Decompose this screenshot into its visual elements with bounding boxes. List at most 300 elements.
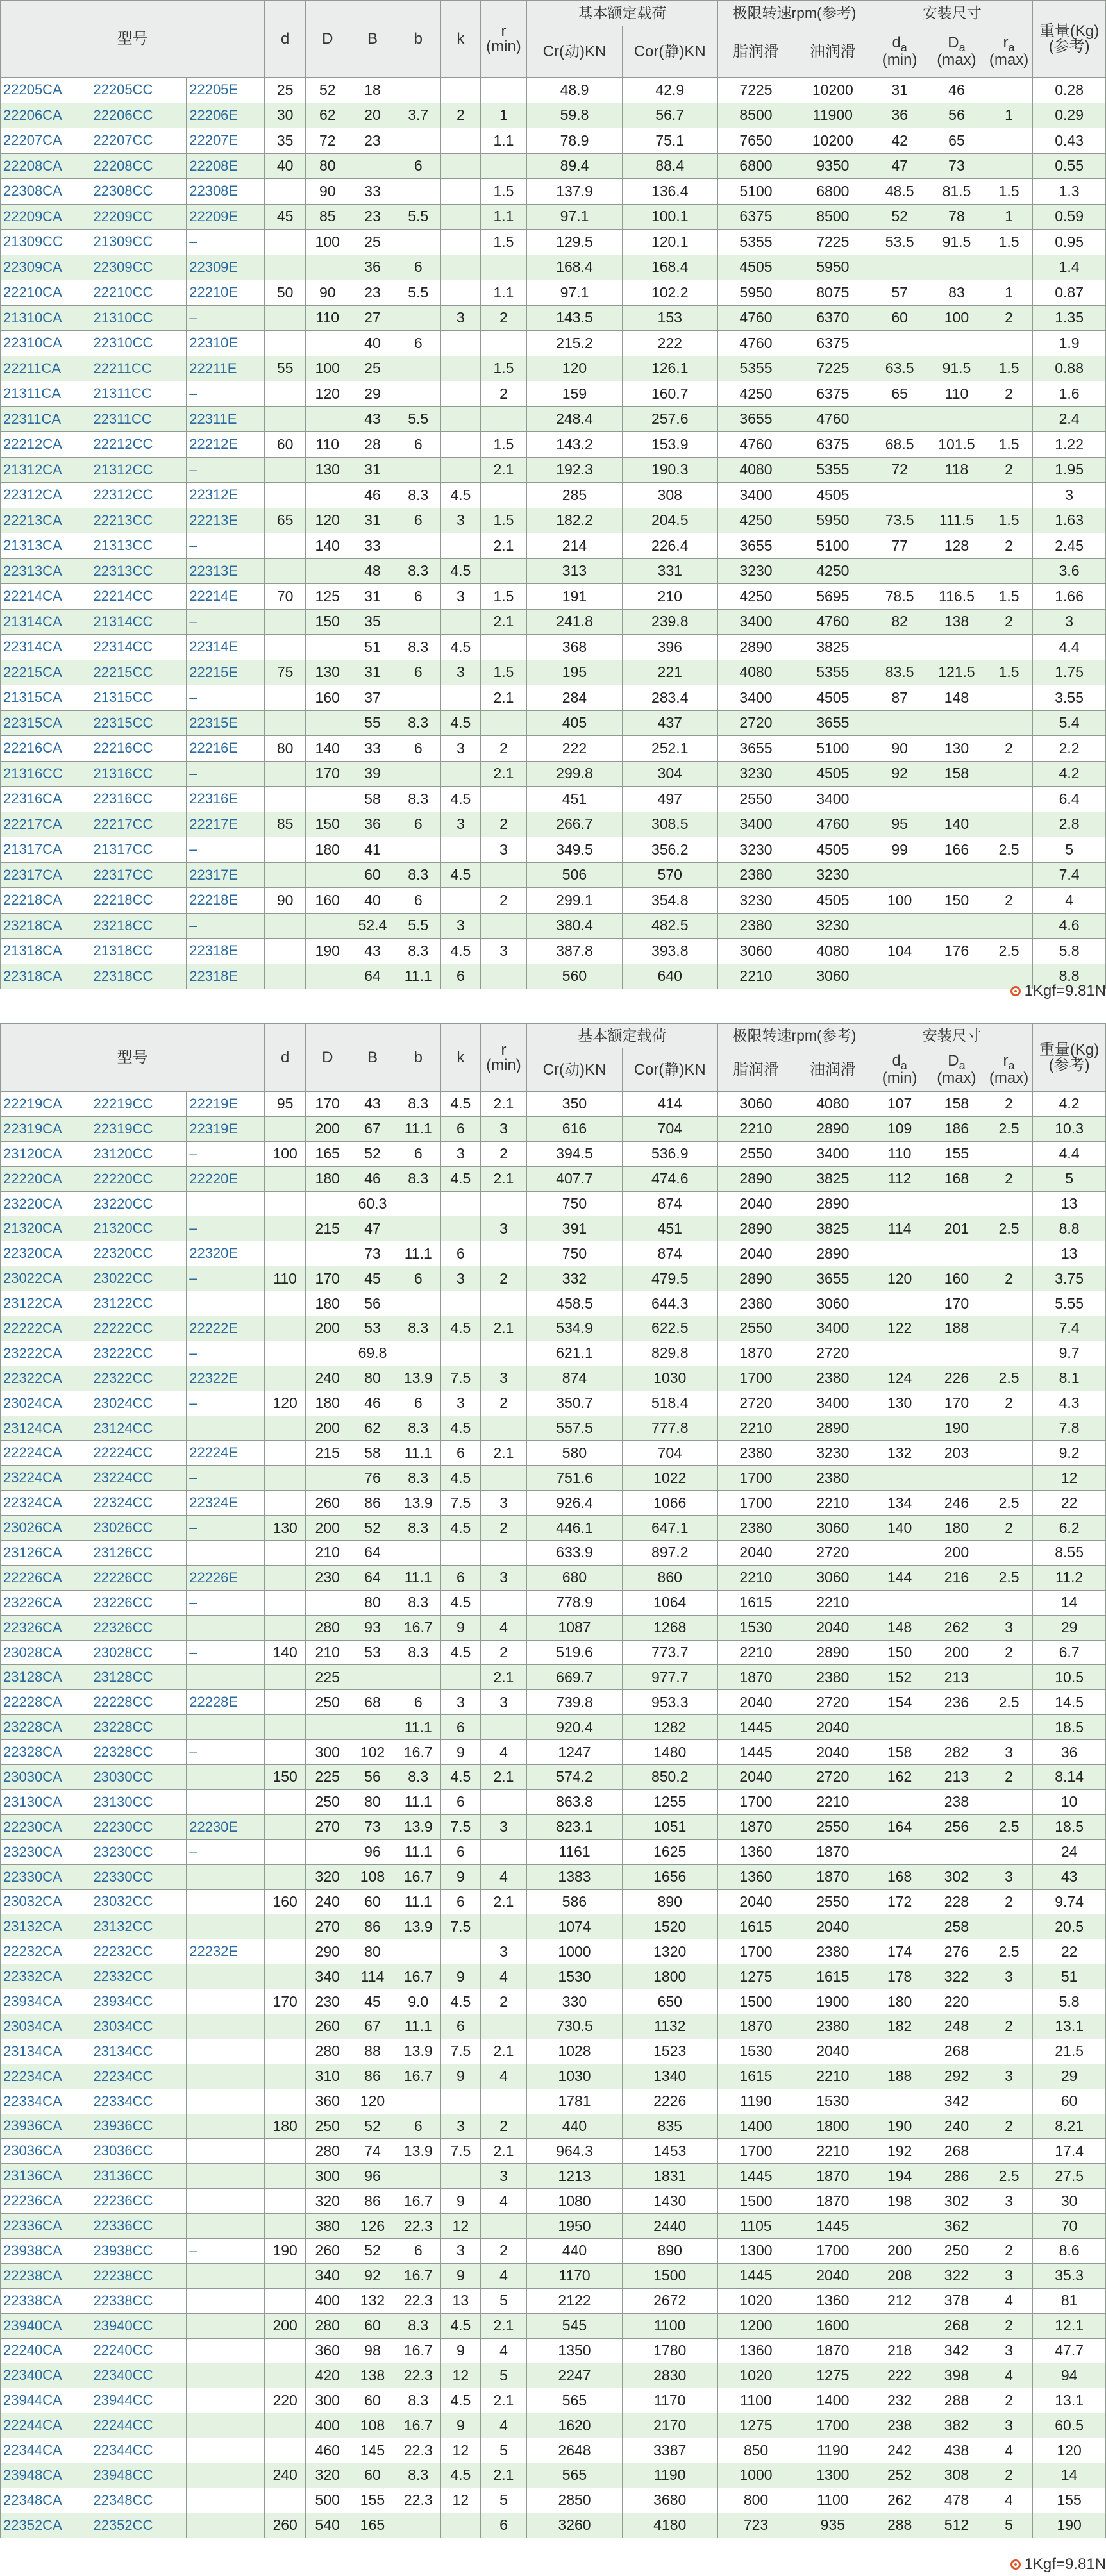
value-cell: 506	[527, 862, 623, 888]
model-cell: 22219E	[187, 1092, 265, 1117]
value-cell: 215.2	[527, 331, 623, 356]
model-cell: 23228CC	[90, 1715, 187, 1740]
value-cell: 2210	[717, 1116, 794, 1141]
value-cell: 8.55	[1033, 1541, 1106, 1566]
value-cell: 2	[985, 381, 1032, 407]
value-cell	[440, 888, 480, 914]
model-cell: 22222E	[187, 1316, 265, 1341]
value-cell	[306, 862, 349, 888]
value-cell: 3	[440, 1690, 480, 1715]
value-cell: 1.5	[480, 660, 526, 685]
value-cell: 1445	[794, 2214, 871, 2239]
table-row	[1, 1191, 1106, 1216]
table-row	[1, 305, 1106, 331]
table-row	[1, 179, 1106, 205]
value-cell	[396, 1541, 440, 1566]
model-cell: 23944CC	[90, 2388, 187, 2413]
model-cell: 22234CC	[90, 2064, 187, 2089]
value-cell: 46	[349, 483, 396, 508]
value-cell	[396, 1939, 440, 1964]
value-cell	[265, 913, 306, 939]
value-cell: 182.2	[527, 508, 623, 533]
value-cell	[306, 635, 349, 660]
value-cell	[985, 1541, 1032, 1566]
value-cell: 9	[440, 2413, 480, 2438]
model-cell: 23034CC	[90, 2014, 187, 2039]
value-cell: 4.5	[440, 1466, 480, 1491]
value-cell: 8.3	[396, 862, 440, 888]
value-cell: 1800	[794, 2114, 871, 2139]
value-cell: 0.55	[1033, 153, 1106, 179]
value-cell: 2210	[717, 1416, 794, 1441]
value-cell: 3230	[794, 913, 871, 939]
value-cell: 116.5	[928, 584, 985, 610]
value-cell	[265, 685, 306, 711]
value-cell: 36	[349, 255, 396, 280]
value-cell: 53	[349, 1640, 396, 1665]
model-cell: 22352CA	[1, 2513, 90, 2538]
value-cell: 114	[871, 1216, 928, 1241]
value-cell	[265, 179, 306, 205]
value-cell: 136.4	[622, 179, 717, 205]
value-cell	[396, 761, 440, 787]
value-cell: 4.5	[440, 558, 480, 584]
model-cell: 23034CA	[1, 2014, 90, 2039]
value-cell	[985, 1241, 1032, 1266]
col-grease: 脂润滑	[717, 1048, 794, 1092]
model-cell: 22217CA	[1, 812, 90, 837]
table-row	[1, 1914, 1106, 1939]
value-cell: 226	[928, 1366, 985, 1391]
value-cell: 216	[928, 1565, 985, 1590]
value-cell: 7.4	[1033, 1316, 1106, 1341]
value-cell	[480, 1715, 526, 1740]
value-cell: 76	[349, 1466, 396, 1491]
value-cell: 3400	[794, 1316, 871, 1341]
value-cell	[440, 128, 480, 154]
value-cell: 0.29	[1033, 103, 1106, 128]
col-D: D	[306, 1, 349, 78]
value-cell: 3400	[717, 483, 794, 508]
model-cell: 22205CA	[1, 78, 90, 103]
model-cell: 22220CC	[90, 1166, 187, 1191]
value-cell	[928, 483, 985, 508]
value-cell: 250	[306, 2114, 349, 2139]
value-cell: 8.3	[396, 1166, 440, 1191]
value-cell: 52	[349, 1141, 396, 1166]
value-cell: 1.5	[985, 230, 1032, 255]
value-cell: 2.5	[985, 1366, 1032, 1391]
value-cell: 48.5	[871, 179, 928, 205]
value-cell: 90	[306, 179, 349, 205]
value-cell: 299.1	[527, 888, 623, 914]
value-cell: 6	[440, 1839, 480, 1864]
value-cell	[985, 1341, 1032, 1366]
value-cell: 3230	[794, 862, 871, 888]
value-cell: 1480	[622, 1740, 717, 1765]
value-cell: 2.45	[1033, 533, 1106, 559]
value-cell	[985, 1191, 1032, 1216]
value-cell: 2890	[794, 1116, 871, 1141]
value-cell: 190	[306, 939, 349, 964]
value-cell: 2.8	[1033, 812, 1106, 837]
value-cell	[440, 204, 480, 230]
value-cell: 0.43	[1033, 128, 1106, 154]
value-cell: 40	[349, 331, 396, 356]
value-cell: 86	[349, 2189, 396, 2214]
model-cell: 22311CA	[1, 406, 90, 432]
value-cell: 140	[306, 533, 349, 559]
table-header	[1, 1, 1106, 78]
value-cell: 4	[985, 2438, 1032, 2463]
model-cell: –	[187, 1391, 265, 1416]
model-cell: 23120CC	[90, 1141, 187, 1166]
model-cell: 22319CA	[1, 1116, 90, 1141]
value-cell: 46	[349, 1166, 396, 1191]
value-cell: 81.5	[928, 179, 985, 205]
value-cell: 920.4	[527, 1715, 623, 1740]
value-cell: 300	[306, 1740, 349, 1765]
value-cell: 8.3	[396, 2313, 440, 2338]
value-cell: 500	[306, 2488, 349, 2513]
table-row	[1, 1565, 1106, 1590]
value-cell: 8.3	[396, 1466, 440, 1491]
value-cell: 172	[871, 1889, 928, 1914]
value-cell	[928, 635, 985, 660]
value-cell: 6	[440, 1715, 480, 1740]
model-cell: 22314CA	[1, 635, 90, 660]
value-cell	[440, 381, 480, 407]
value-cell	[480, 710, 526, 736]
value-cell: 8.8	[1033, 1216, 1106, 1241]
model-cell: 22311CC	[90, 406, 187, 432]
model-cell: 23128CA	[1, 1665, 90, 1690]
value-cell: 35	[265, 128, 306, 154]
value-cell: 222	[871, 2363, 928, 2388]
value-cell: 1.4	[1033, 255, 1106, 280]
value-cell: 1870	[794, 1839, 871, 1864]
value-cell: 150	[306, 812, 349, 837]
value-cell: 73	[349, 1814, 396, 1839]
value-cell: 2890	[794, 1416, 871, 1441]
value-cell: 3	[480, 1939, 526, 1964]
value-cell	[871, 710, 928, 736]
value-cell: 4	[985, 2488, 1032, 2513]
model-cell: 22212CA	[1, 432, 90, 458]
value-cell	[871, 1241, 928, 1266]
model-cell	[187, 2114, 265, 2139]
model-cell: –	[187, 685, 265, 711]
value-cell: 3	[440, 913, 480, 939]
value-cell: 86	[349, 1914, 396, 1939]
value-cell	[306, 1341, 349, 1366]
value-cell: 29	[1033, 2064, 1106, 2089]
value-cell: 260	[265, 2513, 306, 2538]
value-cell: 200	[928, 1541, 985, 1566]
value-cell: 497	[622, 787, 717, 812]
value-cell: 6375	[717, 204, 794, 230]
value-cell: 188	[871, 2064, 928, 2089]
value-cell: 4505	[794, 685, 871, 711]
value-cell: 2550	[794, 1814, 871, 1839]
model-cell: 22216CC	[90, 736, 187, 762]
value-cell: 4.3	[1033, 1391, 1106, 1416]
value-cell: 85	[306, 204, 349, 230]
value-cell: 2720	[794, 1765, 871, 1790]
value-cell	[440, 2513, 480, 2538]
value-cell	[871, 483, 928, 508]
model-cell: 23218CC	[90, 913, 187, 939]
col-cr: Cr(动)KN	[527, 26, 623, 78]
table-row	[1, 787, 1106, 812]
col-group-speed: 极限转速rpm(参考)	[717, 1, 871, 26]
model-cell: 23036CC	[90, 2139, 187, 2164]
model-cell: 22224E	[187, 1441, 265, 1466]
value-cell: 340	[306, 1964, 349, 1989]
model-cell: 22324CA	[1, 1491, 90, 1516]
value-cell: 0.59	[1033, 204, 1106, 230]
value-cell: 3655	[794, 710, 871, 736]
value-cell	[440, 761, 480, 787]
value-cell: 356.2	[622, 837, 717, 863]
value-cell: 60	[1033, 2089, 1106, 2114]
value-cell: 5.5	[396, 204, 440, 230]
model-cell: 22238CA	[1, 2263, 90, 2288]
value-cell	[306, 255, 349, 280]
value-cell: 1074	[527, 1914, 623, 1939]
value-cell: 2.5	[985, 1116, 1032, 1141]
value-cell: 6	[396, 432, 440, 458]
value-cell: 1870	[794, 2338, 871, 2363]
value-cell: 396	[622, 635, 717, 660]
value-cell: 102.2	[622, 280, 717, 306]
model-cell: 23222CA	[1, 1341, 90, 1366]
value-cell	[265, 2089, 306, 2114]
value-cell	[396, 685, 440, 711]
value-cell: 2	[480, 812, 526, 837]
value-cell: 1620	[527, 2413, 623, 2438]
model-cell: 22312E	[187, 483, 265, 508]
value-cell: 2	[985, 2313, 1032, 2338]
table-row	[1, 2089, 1106, 2114]
value-cell: 130	[306, 660, 349, 685]
value-cell: 2672	[622, 2288, 717, 2313]
value-cell: 16.7	[396, 2413, 440, 2438]
value-cell: 3	[480, 939, 526, 964]
value-cell: 22	[1033, 1939, 1106, 1964]
table-row	[1, 1939, 1106, 1964]
value-cell: 31	[871, 78, 928, 103]
value-cell	[871, 1590, 928, 1615]
model-cell: 22224CC	[90, 1441, 187, 1466]
value-cell: 62	[306, 103, 349, 128]
value-cell	[480, 1914, 526, 1939]
value-cell	[928, 710, 985, 736]
value-cell: 2.5	[985, 837, 1032, 863]
value-cell: 2040	[794, 1715, 871, 1740]
model-cell: –	[187, 533, 265, 559]
table-row	[1, 2288, 1106, 2313]
value-cell	[985, 710, 1032, 736]
value-cell: 250	[306, 1789, 349, 1814]
value-cell	[265, 2488, 306, 2513]
value-cell: 138	[928, 609, 985, 635]
table-body	[1, 78, 1106, 989]
model-cell: 22205E	[187, 78, 265, 103]
value-cell	[396, 609, 440, 635]
model-cell	[187, 2513, 265, 2538]
value-cell: 2	[985, 1092, 1032, 1117]
value-cell: 1.1	[480, 280, 526, 306]
value-cell: 5.5	[396, 913, 440, 939]
value-cell: 778.9	[527, 1590, 623, 1615]
col-group-load: 基本额定载荷	[527, 1024, 717, 1048]
value-cell: 200	[928, 1640, 985, 1665]
value-cell: 557.5	[527, 1416, 623, 1441]
value-cell: 362	[928, 2214, 985, 2239]
value-cell: 3	[440, 305, 480, 331]
model-cell: 22340CA	[1, 2363, 90, 2388]
value-cell	[265, 1615, 306, 1640]
value-cell: 3	[440, 584, 480, 610]
value-cell: 3	[985, 2413, 1032, 2438]
value-cell: 240	[306, 1366, 349, 1391]
value-cell: 3.55	[1033, 685, 1106, 711]
value-cell: 2	[985, 533, 1032, 559]
value-cell: 95	[871, 812, 928, 837]
value-cell	[985, 2039, 1032, 2064]
value-cell: 360	[306, 2089, 349, 2114]
value-cell	[440, 2089, 480, 2114]
value-cell: 35.3	[1033, 2263, 1106, 2288]
model-cell: 22215E	[187, 660, 265, 685]
value-cell: 160	[265, 1889, 306, 1914]
value-cell: 4	[480, 2413, 526, 2438]
value-cell: 1.5	[985, 508, 1032, 533]
value-cell	[265, 2363, 306, 2388]
model-cell: 22336CA	[1, 2214, 90, 2239]
col-D: D	[306, 1024, 349, 1092]
col-group-speed: 极限转速rpm(参考)	[717, 1024, 871, 1048]
value-cell: 94	[1033, 2363, 1106, 2388]
model-cell: 23030CC	[90, 1765, 187, 1790]
value-cell: 4	[480, 1864, 526, 1889]
model-cell: 22216E	[187, 736, 265, 762]
value-cell: 8.8	[1033, 964, 1106, 989]
value-cell	[480, 558, 526, 584]
value-cell: 570	[622, 862, 717, 888]
value-cell: 52	[349, 1516, 396, 1541]
value-cell: 0.95	[1033, 230, 1106, 255]
value-cell: 213	[928, 1665, 985, 1690]
model-cell: 22230E	[187, 1814, 265, 1839]
value-cell: 180	[306, 837, 349, 863]
value-cell	[306, 710, 349, 736]
value-cell: 2210	[794, 2139, 871, 2164]
value-cell: 140	[265, 1640, 306, 1665]
table-row	[1, 2139, 1106, 2164]
model-cell: 22226CA	[1, 1565, 90, 1590]
value-cell: 78	[928, 204, 985, 230]
model-cell: –	[187, 1740, 265, 1765]
value-cell: 6375	[794, 381, 871, 407]
value-cell: 90	[871, 736, 928, 762]
value-cell: 23	[349, 128, 396, 154]
value-cell: 5100	[794, 736, 871, 762]
value-cell: 2	[985, 1516, 1032, 1541]
value-cell: 9	[440, 1740, 480, 1765]
model-cell: 22208E	[187, 153, 265, 179]
value-cell: 40	[349, 888, 396, 914]
value-cell: 1383	[527, 1864, 623, 1889]
model-cell: 22317E	[187, 862, 265, 888]
value-cell: 2.1	[480, 2313, 526, 2338]
model-cell: 22309CA	[1, 255, 90, 280]
value-cell: 2210	[794, 1590, 871, 1615]
value-cell: 228	[928, 1889, 985, 1914]
value-cell: 2	[985, 736, 1032, 762]
value-cell: 2	[480, 736, 526, 762]
value-cell	[928, 558, 985, 584]
model-cell: 23122CA	[1, 1291, 90, 1316]
model-cell: 23226CC	[90, 1590, 187, 1615]
value-cell: 5695	[794, 584, 871, 610]
value-cell: 221	[622, 660, 717, 685]
value-cell: 22.3	[396, 2438, 440, 2463]
value-cell: 6	[396, 812, 440, 837]
value-cell: 2040	[717, 1241, 794, 1266]
value-cell: 182	[871, 2014, 928, 2039]
model-cell: 22330CC	[90, 1864, 187, 1889]
value-cell: 93	[349, 1615, 396, 1640]
value-cell	[396, 837, 440, 863]
value-cell: 190	[871, 2114, 928, 2139]
value-cell: 1.9	[1033, 331, 1106, 356]
model-cell: 22318CC	[90, 964, 187, 989]
value-cell: 22	[1033, 1491, 1106, 1516]
value-cell: 11.1	[396, 964, 440, 989]
value-cell: 2380	[794, 1939, 871, 1964]
value-cell	[480, 331, 526, 356]
value-cell	[396, 381, 440, 407]
model-cell: 23220CA	[1, 1191, 90, 1216]
value-cell: 192	[871, 2139, 928, 2164]
model-cell: 22218CC	[90, 888, 187, 914]
value-cell: 286	[928, 2164, 985, 2189]
value-cell: 1360	[717, 1864, 794, 1889]
value-cell	[871, 2089, 928, 2114]
value-cell: 5	[1033, 1166, 1106, 1191]
value-cell: 5.5	[396, 280, 440, 306]
value-cell: 1360	[717, 1839, 794, 1864]
value-cell: 8500	[794, 204, 871, 230]
col-weight: 重量(Kg) (参考)	[1033, 1024, 1106, 1092]
value-cell: 3060	[794, 964, 871, 989]
value-cell: 4080	[794, 939, 871, 964]
value-cell: 4760	[794, 406, 871, 432]
value-cell	[985, 1590, 1032, 1615]
value-cell: 310	[306, 2064, 349, 2089]
value-cell: 1170	[527, 2263, 623, 2288]
value-cell: 246	[928, 1491, 985, 1516]
value-cell: 13	[440, 2288, 480, 2313]
model-cell: 22332CA	[1, 1964, 90, 1989]
value-cell: 4.5	[440, 1516, 480, 1541]
value-cell	[265, 1291, 306, 1316]
value-cell: 214	[527, 533, 623, 559]
value-cell: 2.5	[985, 939, 1032, 964]
model-cell: 22313CA	[1, 558, 90, 584]
